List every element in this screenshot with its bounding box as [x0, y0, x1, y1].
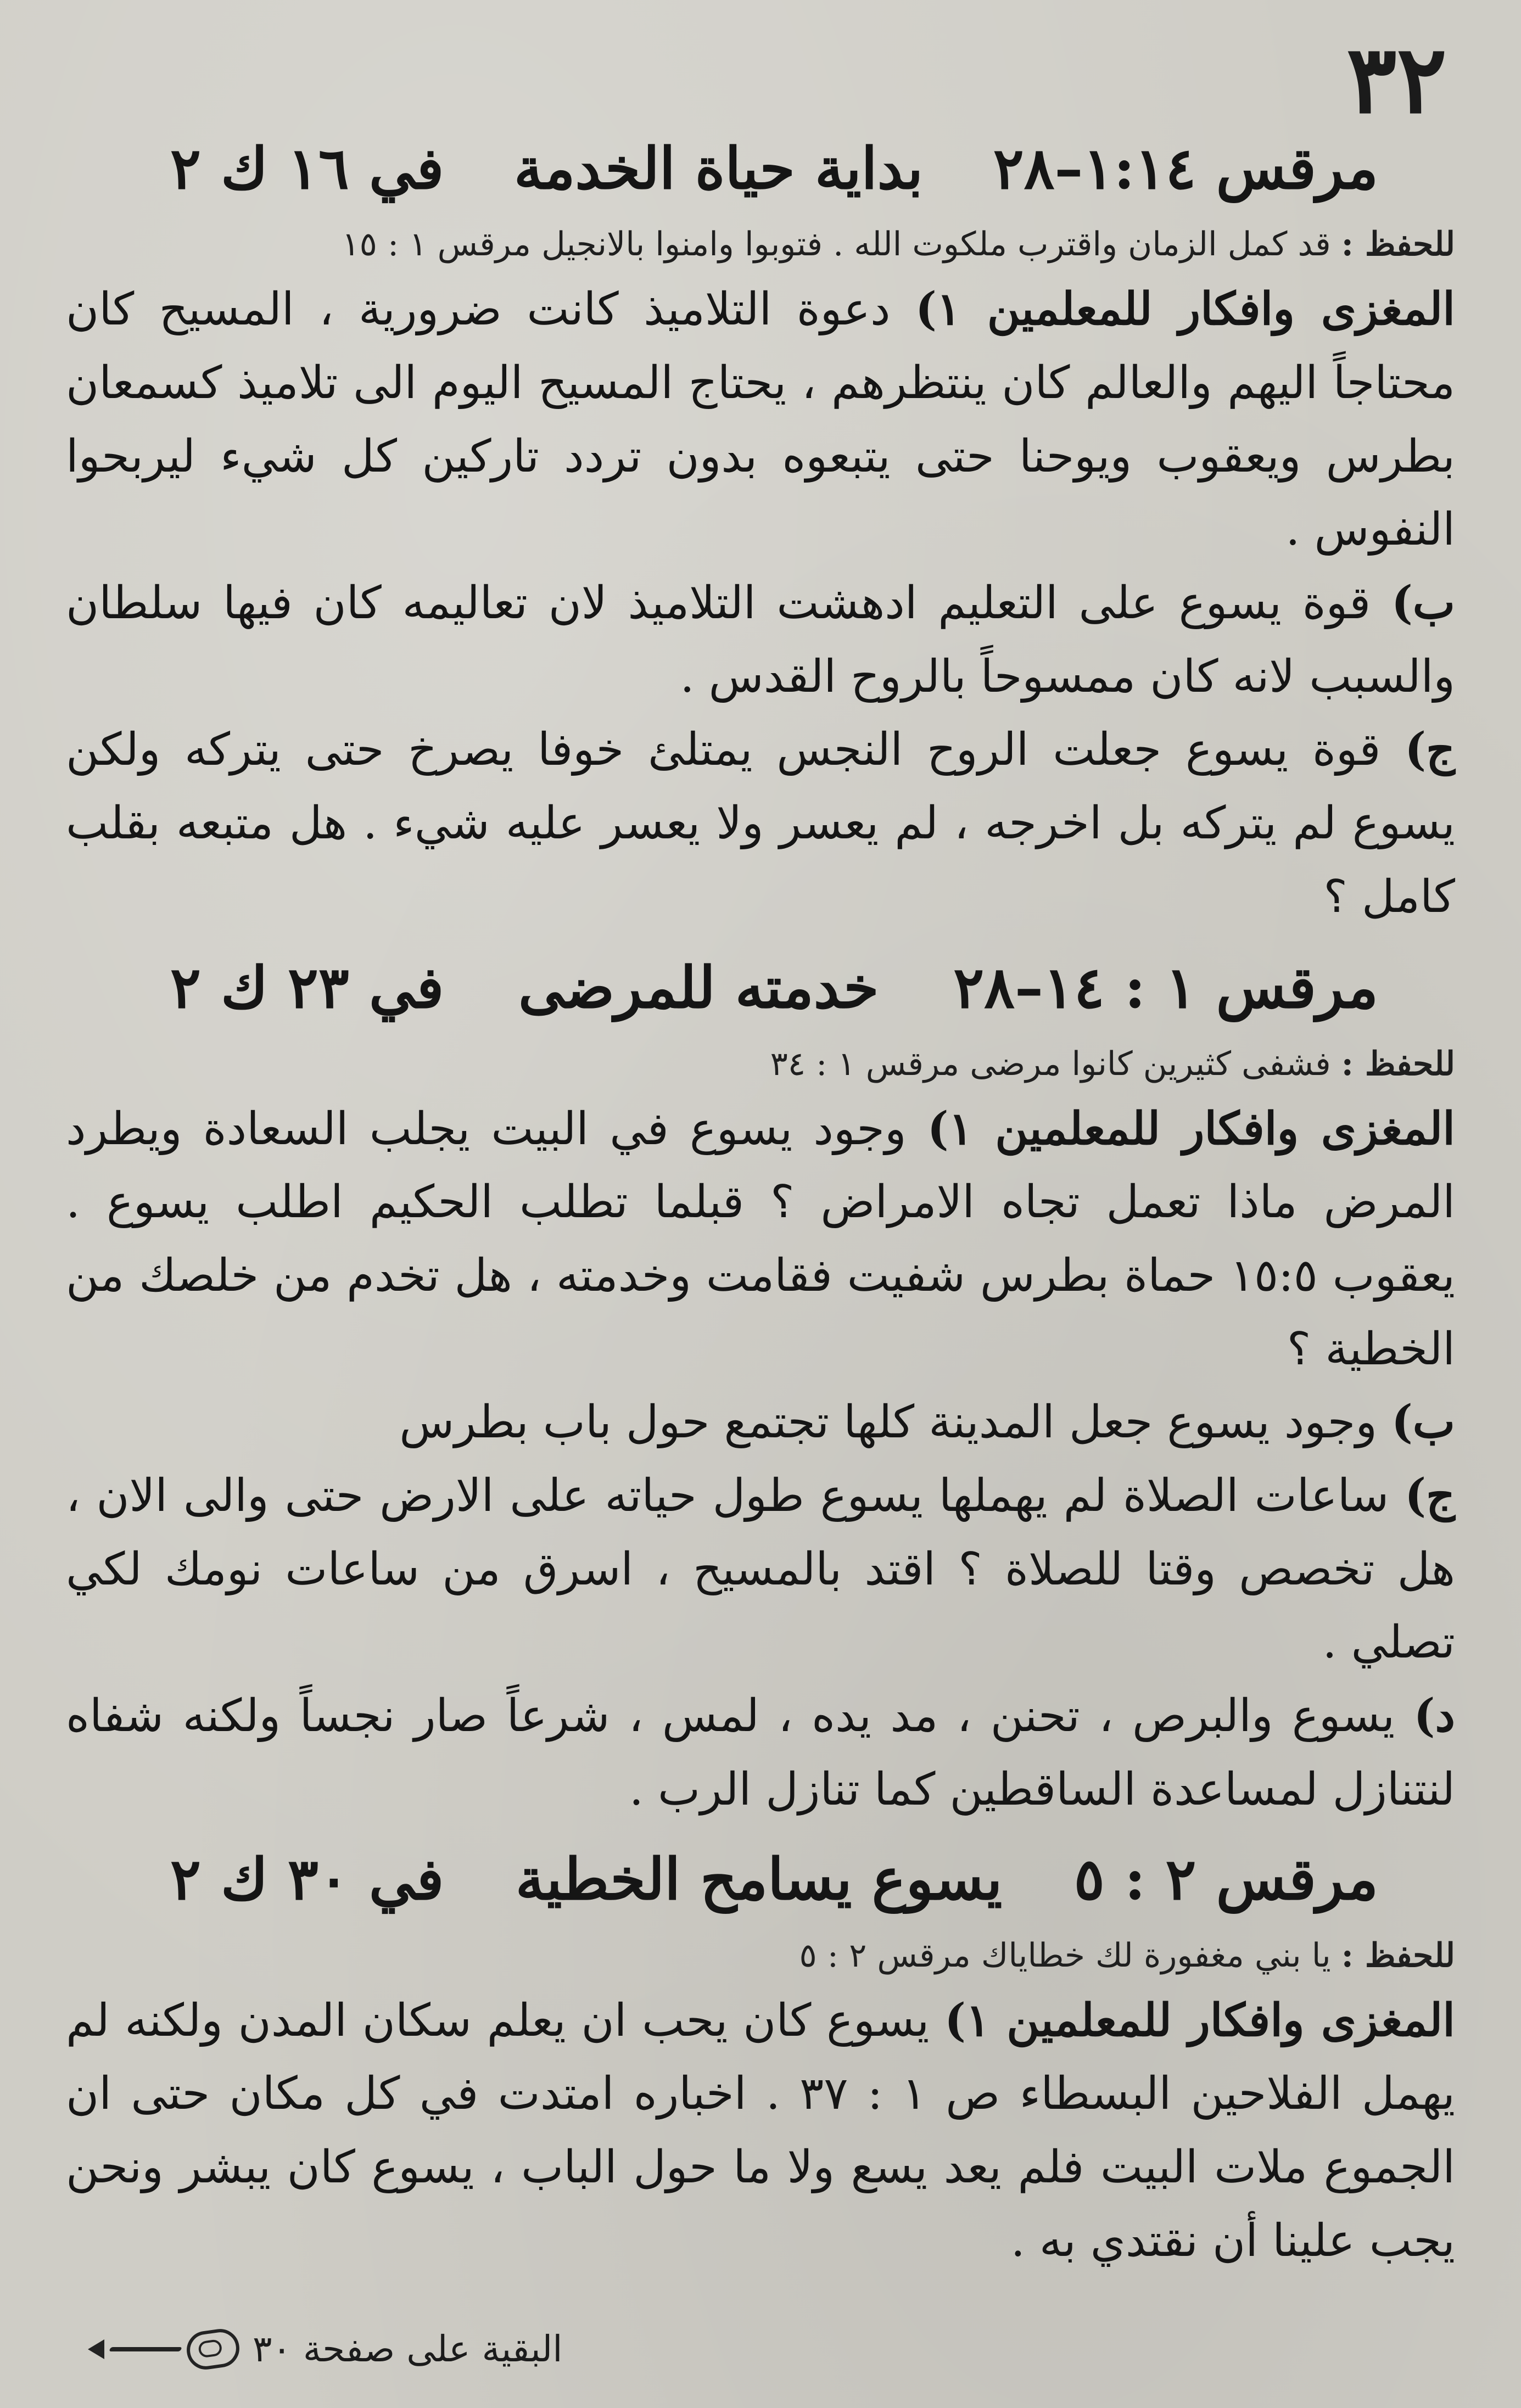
lesson-3-topic: يسوع يسامح الخطية: [515, 1845, 1003, 1913]
lesson-1-reference: مرقس ١:١٤–٢٨: [993, 135, 1378, 202]
lesson-1-heading: [66, 137, 1455, 200]
lesson-3-memory-text: يا بني مغفورة لك خطاياك مرقس ٢ : ٥: [799, 1936, 1331, 1975]
ornament-swirl-icon: [184, 2327, 242, 2372]
lesson-3-heading: [66, 1845, 1455, 1913]
lesson-2-heading: [66, 954, 1455, 1022]
lesson-2: [66, 956, 1455, 1826]
lesson-1-paragraph-2-text: قوة يسوع على التعليم ادهشت التلاميذ لان تعاليمه كان فيها سلطان والسبب لانه كان ممسوحاً بالروح القدس .: [66, 577, 1455, 703]
lesson-2-topic: خدمته للمرضى: [518, 954, 879, 1022]
lesson-2-paragraph-1-text: وجود يسوع في البيت يجلب السعادة ويطرد المرض ماذا تعمل تجاه الامراض ؟ قبلما تطلب الحكيم اطلب يسوع . يعقوب ١٥:٥ حماة بطرس شفيت فقامت وخدمته ، هل تخدم من خلصك من الخطية ؟: [66, 1102, 1455, 1375]
lesson-1-paragraph-2-lead: ب): [1391, 576, 1455, 630]
lesson-1-paragraph-1-text: دعوة التلاميذ كانت ضرورية ، المسيح كان محتاجاً اليهم والعالم كان ينتظرهم ، يحتاج المسيح اليوم الى تلاميذ كسمعان بطرس ويعقوب ويوحنا حتى يتبعوه بدون تردد تاركين كل شيء ليربحوا النفوس .: [66, 283, 1455, 556]
lesson-1-paragraph-3-lead: ج): [1405, 723, 1455, 776]
lesson-1-paragraph-1: [66, 273, 1455, 567]
ornament-tail-icon: [109, 2347, 182, 2351]
lesson-2-paragraph-2-lead: ب): [1391, 1396, 1455, 1449]
lesson-3-memory-label: للحفظ :: [1341, 1936, 1455, 1975]
lesson-2-paragraph-3-text: ساعات الصلاة لم يهملها يسوع طول حياته على الارض حتى والى الان ، هل تخصص وقتا للصلاة ؟ اقتد بالمسيح ، اسرق من ساعات نومك لكي تصلي .: [66, 1469, 1455, 1669]
section-gap-2: [66, 1826, 1455, 1848]
lesson-1-paragraph-3: [66, 713, 1455, 933]
page-number: ٣٢: [1346, 25, 1447, 135]
lesson-2-paragraph-1: [66, 1093, 1455, 1386]
footer-note: [93, 2330, 563, 2368]
ornament-arrow-icon: [88, 2339, 104, 2359]
lesson-1-topic: بداية حياة الخدمة: [513, 135, 924, 202]
lesson-2-memory-label: للحفظ :: [1341, 1044, 1455, 1083]
lesson-3-reference: مرقس ٢ : ٥: [1073, 1845, 1378, 1913]
lesson-3-memory-verse: [66, 1932, 1455, 1980]
lesson-1-memory-text: قد كمل الزمان واقترب ملكوت الله . فتوبوا وامنوا بالانجيل مرقس ١ : ١٥: [342, 225, 1331, 264]
lesson-2-reference: مرقس ١ : ١٤–٢٨: [953, 954, 1378, 1022]
footer-text: البقية على صفحة ٣٠: [253, 2328, 563, 2370]
lessons-section: [66, 137, 1455, 2293]
lesson-3-paragraph-1-text: يسوع كان يحب ان يعلم سكان المدن ولكنه لم يهمل الفلاحين البسطاء ص ١ : ٣٧ . اخباره امتدت في كل مكان حتى ان الجموع ملات البيت فلم يعد يسع ولا ما حول الباب ، يسوع كان يبشر ونحن يجب علينا أن نقتدي به .: [66, 1994, 1455, 2267]
lesson-2-paragraph-2-text: وجود يسوع جعل المدينة كلها تجتمع حول باب بطرس: [399, 1396, 1377, 1449]
lesson-3-paragraph-1-lead: المغزى وافكار للمعلمين ١): [944, 1993, 1455, 2047]
lesson-2-paragraph-4: [66, 1679, 1455, 1826]
lesson-2-paragraph-3-lead: ج): [1405, 1469, 1455, 1522]
lesson-1-paragraph-2: [66, 567, 1455, 713]
lesson-1-memory-label: للحفظ :: [1341, 225, 1455, 264]
lesson-1-paragraph-1-lead: المغزى وافكار للمعلمين ١): [915, 283, 1456, 336]
ornament-icon: [93, 2330, 239, 2368]
lesson-2-paragraph-1-lead: المغزى وافكار للمعلمين ١): [927, 1102, 1455, 1155]
lesson-3-paragraph-1: [66, 1984, 1455, 2278]
lesson-1-date: في ١٦ ك ٢: [170, 135, 444, 202]
lesson-2-paragraph-3: [66, 1459, 1455, 1679]
lesson-3-date: في ٣٠ ك ٢: [170, 1845, 444, 1913]
lesson-2-paragraph-4-text: يسوع والبرص ، تحنن ، مد يده ، لمس ، شرعاً صار نجساً ولكنه شفاه لنتنازل لمساعدة الساقطين كما تنازل الرب .: [66, 1689, 1455, 1816]
lesson-2-paragraph-4-lead: د): [1413, 1689, 1455, 1742]
lesson-1: [66, 137, 1455, 933]
section-gap-1: [66, 933, 1455, 956]
lesson-2-date: في ٢٣ ك ٢: [170, 954, 444, 1022]
lesson-1-memory-verse: [66, 221, 1455, 268]
lesson-1-paragraph-3-text: قوة يسوع جعلت الروح النجس يمتلئ خوفا يصرخ حتى يتركه ولكن يسوع لم يتركه بل اخرجه ، لم يعسر ولا يعسر عليه شيء . هل متبعه بقلب كامل ؟: [66, 724, 1455, 923]
lesson-2-memory-text: فشفى كثيرين كانوا مرضى مرقس ١ : ٣٤: [770, 1044, 1331, 1083]
lesson-2-memory-verse: [66, 1040, 1455, 1088]
lesson-3: [66, 1845, 1455, 2277]
lesson-2-paragraph-2: [66, 1386, 1455, 1459]
